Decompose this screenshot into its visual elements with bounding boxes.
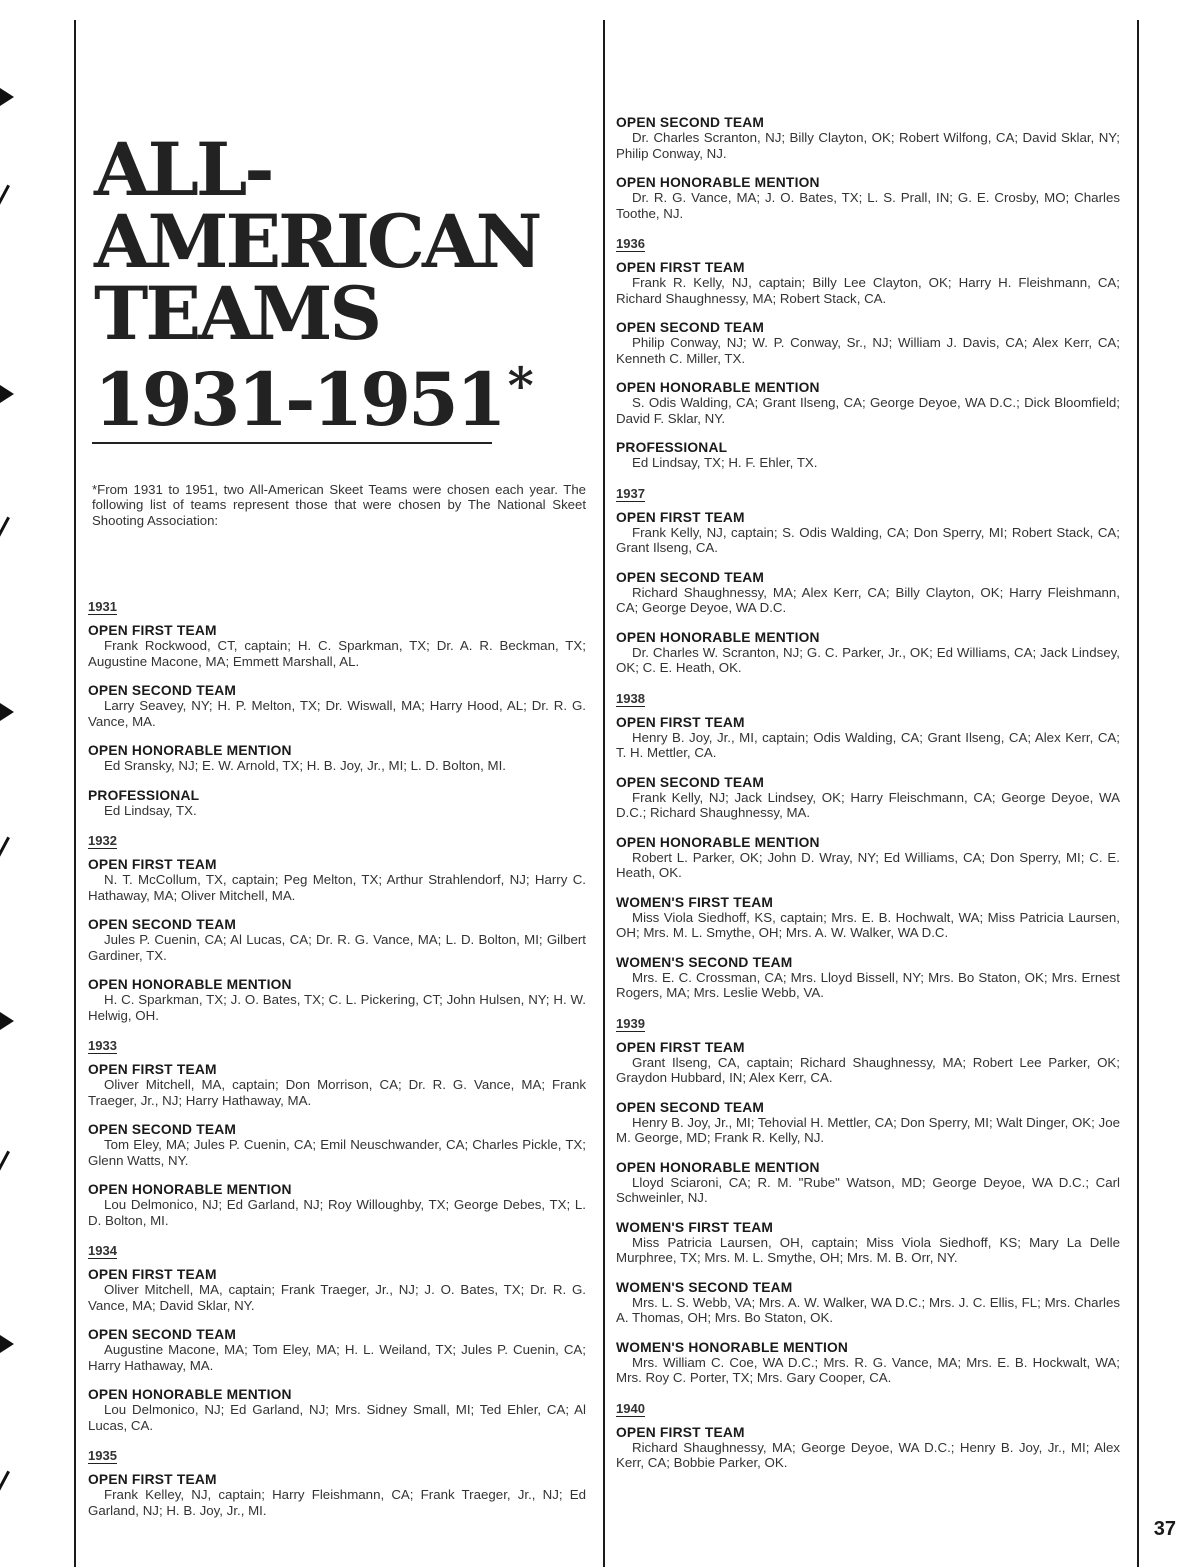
page-title bbox=[94, 127, 586, 443]
team-name: OPEN SECOND TEAM bbox=[88, 917, 237, 932]
intro-paragraph: *From 1931 to 1951, two All-American Skeet Teams were chosen each year. The following list of teams represent those that were chosen by The National Skeet Shooting Association: bbox=[92, 481, 586, 528]
team-members: Ed Lindsay, TX. bbox=[104, 802, 197, 818]
team-members: Henry B. Joy, Jr., MI, captain; Odis Walding, CA; Grant Ilseng, CA; Alex Kerr, CA; T. H. Mettler, CA. bbox=[616, 729, 1120, 760]
team-members: Dr. R. G. Vance, MA; J. O. Bates, TX; L. S. Prall, IN; G. E. Crosby, MO; Charles Toothe, NJ. bbox=[616, 190, 1120, 221]
right-year-list bbox=[616, 235, 1120, 1471]
team-name: OPEN SECOND TEAM bbox=[616, 1099, 765, 1115]
team-members: Ed Lindsay, TX; H. F. Ehler, TX. bbox=[632, 455, 818, 470]
team-name: OPEN FIRST TEAM bbox=[88, 857, 217, 872]
team-members: Dr. Charles W. Scranton, NJ; G. C. Parker, Jr., OK; Ed Williams, CA; Jack Lindsey, OK; C. E. Heath, OK. bbox=[616, 644, 1120, 675]
team-members: Oliver Mitchell, MA, captain; Frank Traeger, Jr., NJ; J. O. Bates, TX; Dr. R. G. Vance, MA; David Sklar, NY. bbox=[88, 1282, 586, 1313]
team-name: OPEN HONORABLE MENTION bbox=[616, 380, 820, 395]
team-members: Richard Shaughnessy, MA; Alex Kerr, CA; Billy Clayton, OK; Harry Fleishmann, CA; George Deyoe, WA D.C. bbox=[616, 584, 1120, 615]
binding-mark bbox=[0, 517, 10, 538]
team-name: OPEN HONORABLE MENTION bbox=[88, 977, 292, 992]
team-name: OPEN FIRST TEAM bbox=[616, 714, 745, 730]
team-entry bbox=[88, 788, 586, 819]
team-entry bbox=[616, 260, 1120, 306]
team-members: Oliver Mitchell, MA, captain; Don Morrison, CA; Dr. R. G. Vance, MA; Frank Traeger, Jr., NJ; Harry Hathaway, MA. bbox=[88, 1077, 586, 1108]
team-entry bbox=[616, 175, 1120, 221]
team-name: OPEN HONORABLE MENTION bbox=[88, 1387, 292, 1402]
team-name: OPEN FIRST TEAM bbox=[616, 1424, 745, 1440]
team-name: WOMEN'S FIRST TEAM bbox=[616, 894, 774, 910]
team-entry bbox=[616, 775, 1120, 821]
team-members: Mrs. William C. Coe, WA D.C.; Mrs. R. G. Vance, MA; Mrs. E. B. Hockwalt, WA; Mrs. Roy C. Porter, TX; Mrs. Gary Cooper, CA. bbox=[616, 1354, 1120, 1385]
team-entry bbox=[616, 835, 1120, 881]
team-entry bbox=[616, 1280, 1120, 1326]
year-heading: 1932 bbox=[88, 833, 117, 848]
team-members: Frank Rockwood, CT, captain; H. C. Sparkman, TX; Dr. A. R. Beckman, TX; Augustine Macone, MA; Emmett Marshall, AL. bbox=[88, 638, 586, 669]
title-line: ALL- bbox=[94, 127, 272, 213]
team-members: Ed Sransky, NJ; E. W. Arnold, TX; H. B. Joy, Jr., MI; L. D. Bolton, MI. bbox=[104, 758, 506, 773]
team-name: OPEN FIRST TEAM bbox=[616, 509, 745, 525]
team-entry bbox=[88, 1387, 586, 1433]
team-name: WOMEN'S SECOND TEAM bbox=[616, 1279, 793, 1295]
team-members: Robert L. Parker, OK; John D. Wray, NY; Ed Williams, CA; Don Sperry, MI; C. E. Heath, OK. bbox=[616, 849, 1120, 880]
team-entry bbox=[88, 683, 586, 729]
binding-mark bbox=[0, 385, 14, 403]
team-entry bbox=[616, 955, 1120, 1001]
team-members: Mrs. L. S. Webb, VA; Mrs. A. W. Walker, WA D.C.; Mrs. J. C. Ellis, FL; Mrs. Charles A. Thomas, OH; Mrs. Bo Staton, OK. bbox=[616, 1294, 1120, 1325]
team-entry bbox=[616, 1425, 1120, 1471]
year-heading: 1938 bbox=[616, 690, 645, 706]
team-members: Lou Delmonico, NJ; Ed Garland, NJ; Roy Willoughby, TX; George Debes, TX; L. D. Bolton, MI. bbox=[88, 1197, 586, 1228]
team-entry bbox=[616, 1040, 1120, 1086]
year-section bbox=[616, 485, 1120, 676]
team-entry bbox=[616, 630, 1120, 676]
team-name: OPEN FIRST TEAM bbox=[88, 1062, 217, 1077]
team-entry bbox=[616, 1160, 1120, 1206]
team-members: Frank Kelly, NJ, captain; S. Odis Walding, CA; Don Sperry, MI; Robert Stack, CA; Grant Ilseng, CA. bbox=[616, 524, 1120, 555]
team-name: WOMEN'S SECOND TEAM bbox=[616, 954, 793, 970]
team-entry bbox=[88, 1062, 586, 1108]
team-name: OPEN HONORABLE MENTION bbox=[616, 629, 820, 645]
team-entry bbox=[616, 510, 1120, 556]
year-heading: 1939 bbox=[616, 1015, 645, 1031]
team-entry bbox=[616, 320, 1120, 366]
year-section bbox=[616, 1015, 1120, 1386]
team-entry bbox=[88, 917, 586, 963]
team-members: Lou Delmonico, NJ; Ed Garland, NJ; Mrs. Sidney Small, MI; Ted Ehler, CA; Al Lucas, CA. bbox=[88, 1402, 586, 1433]
left-column bbox=[88, 90, 586, 1532]
year-section bbox=[616, 690, 1120, 1001]
team-entry bbox=[616, 715, 1120, 761]
team-members: Frank R. Kelly, NJ, captain; Billy Lee Clayton, OK; Harry H. Fleishmann, CA; Richard Shaughnessy, MA; Robert Stack, CA. bbox=[616, 275, 1120, 306]
continued-1935-teams bbox=[616, 115, 1120, 221]
year-heading: 1936 bbox=[616, 236, 645, 251]
year-heading: 1935 bbox=[88, 1448, 117, 1463]
team-name: OPEN SECOND TEAM bbox=[88, 1122, 237, 1137]
team-name: OPEN FIRST TEAM bbox=[616, 260, 745, 275]
team-entry bbox=[88, 1327, 586, 1373]
team-name: OPEN HONORABLE MENTION bbox=[88, 743, 292, 758]
team-name: OPEN FIRST TEAM bbox=[88, 1472, 217, 1487]
team-name: WOMEN'S FIRST TEAM bbox=[616, 1219, 774, 1235]
binding-mark bbox=[0, 703, 14, 721]
year-heading: 1937 bbox=[616, 485, 645, 501]
year-section bbox=[616, 235, 1120, 471]
right-column bbox=[616, 115, 1120, 1485]
team-name: PROFESSIONAL bbox=[88, 787, 200, 803]
team-members: Larry Seavey, NY; H. P. Melton, TX; Dr. Wiswall, MA; Harry Hood, AL; Dr. R. G. Vance, MA. bbox=[88, 698, 586, 729]
team-name: PROFESSIONAL bbox=[616, 440, 728, 455]
year-heading: 1940 bbox=[616, 1400, 645, 1416]
team-name: OPEN HONORABLE MENTION bbox=[88, 1182, 292, 1197]
team-members: Dr. Charles Scranton, NJ; Billy Clayton, OK; Robert Wilfong, CA; David Sklar, NY; Philip Conway, NJ. bbox=[616, 130, 1120, 161]
team-entry bbox=[88, 857, 586, 903]
team-name: OPEN FIRST TEAM bbox=[88, 1267, 217, 1282]
team-entry bbox=[88, 1182, 586, 1228]
team-members: Tom Eley, MA; Jules P. Cuenin, CA; Emil Neuschwander, CA; Charles Pickle, TX; Glenn Watts, NY. bbox=[88, 1137, 586, 1168]
team-members: Frank Kelley, NJ, captain; Harry Fleishmann, CA; Frank Traeger, Jr., NJ; Ed Garland, NJ; H. B. Joy, Jr., MI. bbox=[88, 1487, 586, 1518]
right-margin-rule bbox=[1137, 20, 1139, 1567]
team-entry bbox=[616, 1220, 1120, 1266]
team-members: S. Odis Walding, CA; Grant Ilseng, CA; George Deyoe, WA D.C.; Dick Bloomfield; David F. Sklar, NY. bbox=[616, 395, 1120, 426]
year-heading: 1931 bbox=[88, 599, 117, 614]
page-number: 37 bbox=[1153, 1518, 1176, 1540]
column-divider-rule bbox=[603, 20, 605, 1567]
team-name: OPEN FIRST TEAM bbox=[616, 1039, 745, 1055]
team-entry bbox=[616, 1340, 1120, 1386]
team-members: Mrs. E. C. Crossman, CA; Mrs. Lloyd Bissell, NY; Mrs. Bo Staton, OK; Mrs. Ernest Rogers, MA; Mrs. Leslie Webb, VA. bbox=[616, 969, 1120, 1000]
binding-mark bbox=[0, 1012, 14, 1030]
team-name: OPEN SECOND TEAM bbox=[616, 774, 765, 790]
team-members: Grant Ilseng, CA, captain; Richard Shaughnessy, MA; Robert Lee Parker, OK; Graydon Hubbard, IN; Alex Kerr, CA. bbox=[616, 1054, 1120, 1085]
title-years: 1931-1951 bbox=[94, 357, 504, 443]
title-line bbox=[94, 350, 586, 443]
year-section bbox=[88, 598, 586, 818]
team-entry bbox=[616, 1100, 1120, 1146]
team-name: OPEN HONORABLE MENTION bbox=[616, 175, 820, 190]
team-members: Miss Patricia Laursen, OH, captain; Miss Viola Siedhoff, KS; Mary La Delle Murphree, TX; Mrs. M. L. Smythe, OH; Mrs. M. B. Orr, NY. bbox=[616, 1234, 1120, 1265]
team-members: Richard Shaughnessy, MA; George Deyoe, WA D.C.; Henry B. Joy, Jr., MI; Alex Kerr, CA; Bobbie Parker, OK. bbox=[616, 1439, 1120, 1470]
year-section bbox=[88, 1447, 586, 1518]
team-entry bbox=[88, 1122, 586, 1168]
team-members: Henry B. Joy, Jr., MI; Tehovial H. Mettler, CA; Don Sperry, MI; Walt Dinger, OK; Joe M. George, MD; Frank R. Kelly, NJ. bbox=[616, 1114, 1120, 1145]
team-entry bbox=[88, 1267, 586, 1313]
team-entry bbox=[88, 977, 586, 1023]
binding-mark bbox=[0, 1471, 10, 1492]
team-entry bbox=[616, 115, 1120, 161]
team-entry bbox=[616, 380, 1120, 426]
team-entry bbox=[616, 570, 1120, 616]
team-name: OPEN FIRST TEAM bbox=[88, 623, 217, 638]
binding-mark bbox=[0, 1335, 14, 1353]
team-members: N. T. McCollum, TX, captain; Peg Melton, TX; Arthur Strahlendorf, NJ; Harry C. Hathaway, MA; Oliver Mitchell, MA. bbox=[88, 872, 586, 903]
year-section bbox=[616, 1400, 1120, 1471]
year-heading: 1933 bbox=[88, 1038, 117, 1053]
team-name: OPEN HONORABLE MENTION bbox=[616, 1159, 820, 1175]
binding-mark bbox=[0, 1151, 10, 1172]
team-name: OPEN HONORABLE MENTION bbox=[616, 834, 820, 850]
team-entry bbox=[616, 895, 1120, 941]
team-members: Miss Viola Siedhoff, KS, captain; Mrs. E. B. Hochwalt, WA; Miss Patricia Laursen, OH; Mrs. M. L. Smythe, OH; Mrs. A. W. Walker, WA D.C. bbox=[616, 909, 1120, 940]
title-line: AMERICAN bbox=[94, 199, 540, 285]
team-name: WOMEN'S HONORABLE MENTION bbox=[616, 1339, 849, 1355]
left-year-list bbox=[88, 598, 586, 1518]
team-name: OPEN SECOND TEAM bbox=[88, 683, 237, 698]
title-asterisk: * bbox=[507, 356, 534, 415]
binding-mark bbox=[0, 88, 14, 106]
team-entry bbox=[616, 440, 1120, 471]
team-members: H. C. Sparkman, TX; J. O. Bates, TX; C. L. Pickering, CT; John Hulsen, NY; H. W. Helwig, OH. bbox=[88, 992, 586, 1023]
year-heading: 1934 bbox=[88, 1243, 117, 1258]
team-members: Frank Kelly, NJ; Jack Lindsey, OK; Harry Fleischmann, CA; George Deyoe, WA D.C.; Richard Shaughnessy, MA. bbox=[616, 789, 1120, 820]
team-members: Augustine Macone, MA; Tom Eley, MA; H. L. Weiland, TX; Jules P. Cuenin, CA; Harry Hathaway, MA. bbox=[88, 1342, 586, 1373]
year-section bbox=[88, 832, 586, 1023]
team-name: OPEN SECOND TEAM bbox=[616, 569, 765, 585]
team-entry bbox=[88, 1472, 586, 1518]
left-margin-rule bbox=[74, 20, 76, 1567]
team-members: Jules P. Cuenin, CA; Al Lucas, CA; Dr. R. G. Vance, MA; L. D. Bolton, MI; Gilbert Gardiner, TX. bbox=[88, 932, 586, 963]
team-members: Philip Conway, NJ; W. P. Conway, Sr., NJ; William J. Davis, CA; Alex Kerr, CA; Kenneth C. Miller, TX. bbox=[616, 335, 1120, 366]
team-entry bbox=[88, 743, 586, 774]
team-name: OPEN SECOND TEAM bbox=[616, 320, 765, 335]
year-section bbox=[88, 1242, 586, 1433]
team-name: OPEN SECOND TEAM bbox=[616, 115, 765, 130]
binding-mark bbox=[0, 185, 10, 206]
team-members: Lloyd Sciaroni, CA; R. M. "Rube" Watson, MD; George Deyoe, WA D.C.; Carl Schweinler, NJ. bbox=[616, 1174, 1120, 1205]
team-name: OPEN SECOND TEAM bbox=[88, 1327, 237, 1342]
title-line: TEAMS bbox=[94, 271, 380, 357]
team-entry bbox=[88, 623, 586, 669]
binding-mark bbox=[0, 837, 10, 858]
year-section bbox=[88, 1037, 586, 1228]
